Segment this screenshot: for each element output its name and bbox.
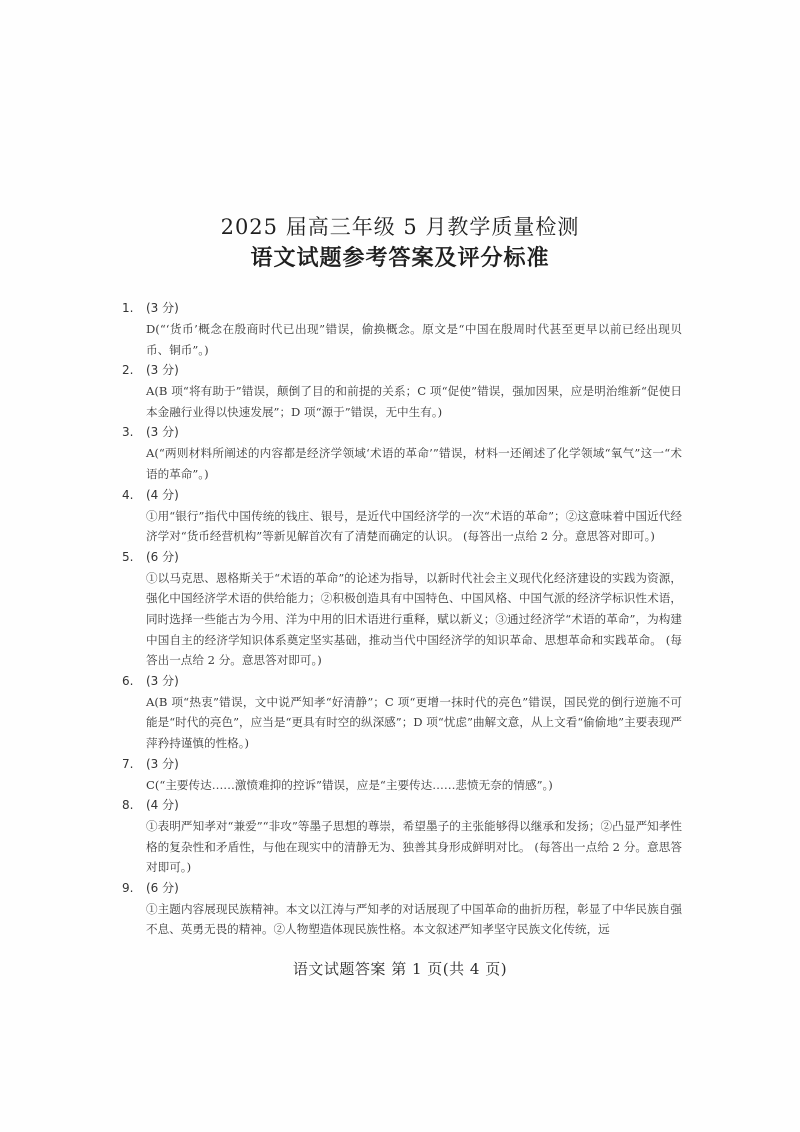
question-answer: ①主题内容展现民族精神。本文以江涛与严知孝的对话展现了中国革命的曲折历程，彰显了中华民族自强不息、英勇无畏的精神。②人物塑造体现民族性格。本文叙述严知孝坚守民族文化传统，远 (146, 901, 682, 937)
question-answer: ①表明严知孝对“兼爱”“非攻”等墨子思想的尊崇，希望墨子的主张能够得以继承和发扬；②凸显严知孝性格的复杂性和矛盾性，与他在现实中的清静无为、独善其身形成鲜明对比。 (每答出一点给 2 分。意思答对即可。) (146, 819, 682, 875)
question-number: 8. (122, 798, 134, 813)
question-score: (3 分) (146, 301, 179, 315)
question-number: 5. (122, 549, 134, 564)
question-number: 1. (122, 301, 134, 315)
question-7 (122, 754, 682, 796)
question-5 (122, 547, 682, 671)
document-title (0, 212, 800, 274)
question-score: (4 分) (146, 487, 179, 502)
question-answer: ①用“银行”指代中国传统的钱庄、银号，是近代中国经济学的一次“术语的革命”；②这意味着中国近代经济学对“货币经营机构”等新见解首次有了清楚而确定的认识。 (每答出一点给 2 分。意思答对即可。) (146, 508, 682, 544)
question-6 (122, 671, 682, 754)
question-9 (122, 878, 682, 940)
question-score: (6 分) (146, 880, 179, 895)
answers-list (122, 298, 682, 940)
answer-key-title: 语文试题参考答案及评分标准 (250, 245, 550, 271)
question-score: (6 分) (146, 549, 179, 564)
question-answer: A(B 项“热衷”错误，文中说严知孝“好清静”；C 项“更增一抹时代的亮色”错误，国民党的倒行逆施不可能是“时代的亮色”，应当是“更具有时空的纵深感”；D 项“忧虑”曲解文意，从上文看“偷偷地”主要表现严萍矜持谨慎的性格。) (146, 694, 682, 750)
question-score: (3 分) (146, 363, 179, 378)
question-2 (122, 360, 682, 422)
question-answer: ①以马克思、恩格斯关于“术语的革命”的论述为指导，以新时代社会主义现代化经济建设的实践为资源，强化中国经济学术语的供给能力；②积极创造具有中国特色、中国风格、中国气派的经济学标识性术语，同时选择一些能古为今用、洋为中用的旧术语进行重释，赋以新义；③通过经济学“术语的革命”，为构建中国自主的经济学知识体系奠定坚实基础，推动当代中国经济学的知识革命、思想革命和实践革命。 (每答出一点给 2 分。意思答对即可。) (146, 570, 682, 668)
question-answer: C(“主要传达……激愤难抑的控诉”错误，应是“主要传达……悲愤无奈的情感”。) (146, 777, 553, 792)
question-score: (3 分) (146, 673, 179, 688)
page-footer: 语文试题答案 第 1 页(共 4 页) (292, 960, 508, 978)
exam-title: 2025 届高三年级 5 月教学质量检测 (220, 215, 580, 239)
question-score: (3 分) (146, 425, 179, 440)
question-number: 7. (122, 756, 134, 771)
question-score: (4 分) (146, 798, 179, 813)
question-answer: A(“两则材料所阐述的内容都是经济学领域‘术语的革命’”错误，材料一还阐述了化学领域“氧气”这一“术语的革命”。) (146, 446, 682, 481)
question-number: 9. (122, 880, 134, 895)
question-number: 3. (122, 425, 134, 440)
question-3 (122, 422, 682, 484)
question-4 (122, 485, 682, 547)
question-answer: A(B 项“将有助于”错误，颠倒了目的和前提的关系；C 项“促使”错误，强加因果，应是明治维新“促使日本金融行业得以快速发展”；D 项“源于”错误，无中生有。) (146, 384, 682, 419)
question-score: (3 分) (146, 756, 179, 771)
question-1 (122, 298, 682, 360)
question-number: 4. (122, 487, 134, 502)
question-number: 6. (122, 673, 134, 688)
question-answer: D(“‘货币’概念在殷商时代已出现”错误，偷换概念。原文是“中国在殷周时代甚至更早以前已经出现贝币、铜币”。) (146, 322, 682, 357)
question-number: 2. (122, 363, 134, 378)
question-8 (122, 795, 682, 878)
